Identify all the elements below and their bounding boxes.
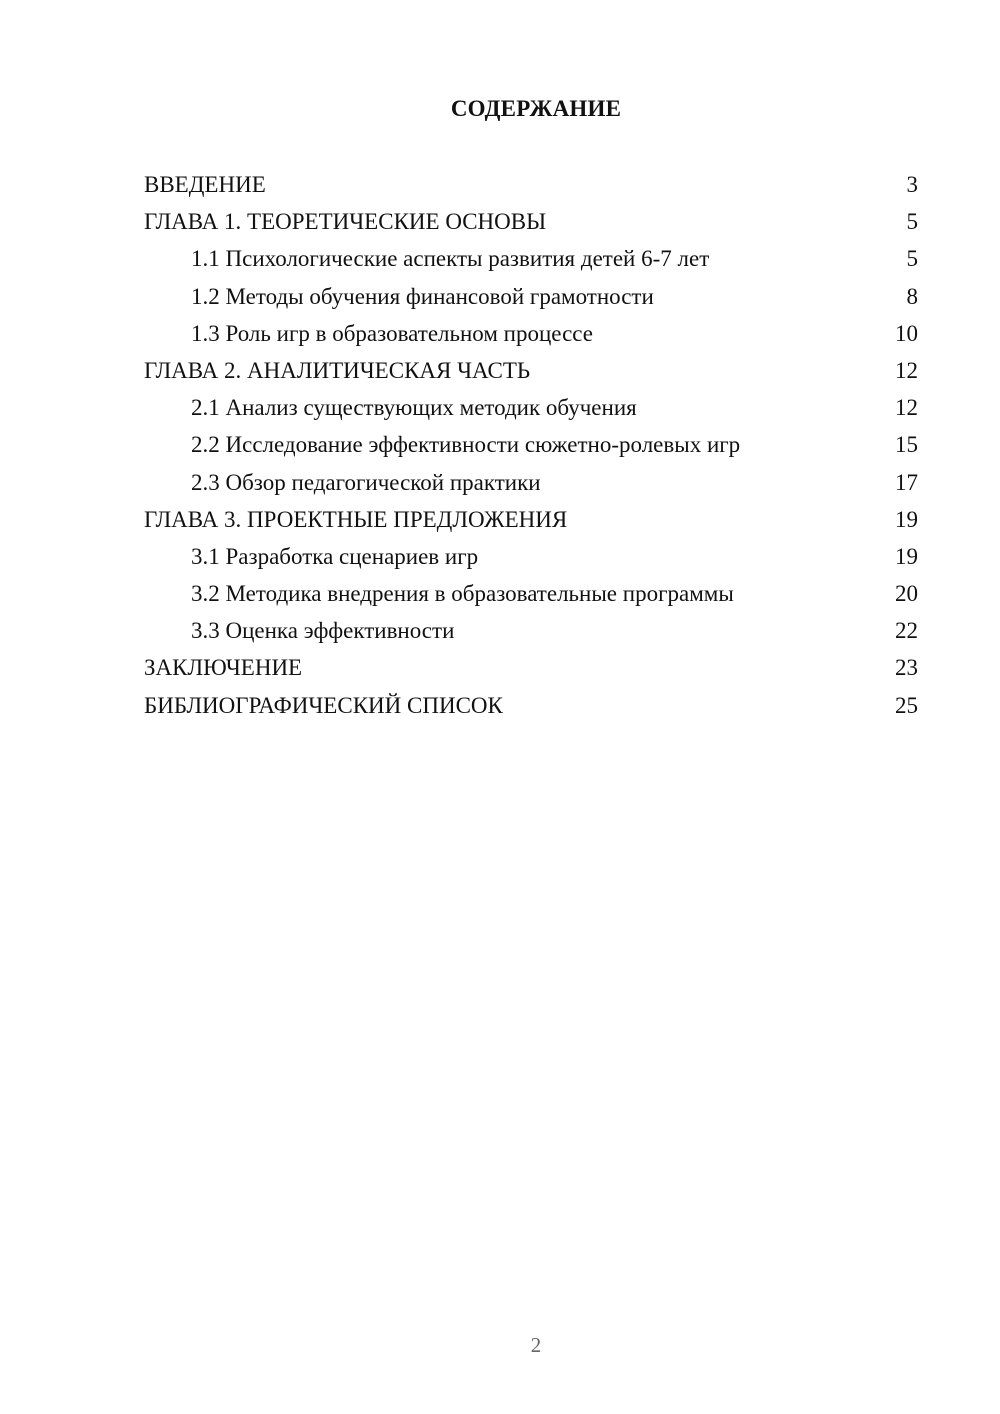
toc-entry-page: 19	[895, 506, 918, 532]
toc-entry-section-3-1[interactable]	[144, 538, 918, 575]
toc-entry-label: 1.1 Психологические аспекты развития детей 6-7 лет	[191, 246, 710, 272]
page-number: 2	[530, 1333, 542, 1357]
toc-entry-page: 25	[895, 692, 918, 718]
toc-entry-page: 5	[906, 246, 918, 272]
toc-entry-bibliography[interactable]	[144, 687, 918, 724]
table-of-contents	[144, 166, 918, 724]
toc-entry-chapter-2[interactable]	[144, 352, 918, 389]
toc-entry-label: 1.3 Роль игр в образовательном процессе	[191, 320, 593, 346]
toc-entry-chapter-3[interactable]	[144, 501, 918, 538]
toc-entry-label: ГЛАВА 1. ТЕОРЕТИЧЕСКИЕ ОСНОВЫ	[144, 209, 547, 235]
toc-entry-section-2-2[interactable]	[144, 426, 918, 463]
toc-entry-page: 23	[895, 655, 918, 681]
toc-entry-page: 12	[895, 395, 918, 421]
toc-entry-page: 22	[895, 618, 918, 644]
toc-entry-page: 20	[895, 581, 918, 607]
toc-entry-label: 2.2 Исследование эффективности сюжетно-ролевых игр	[191, 432, 741, 458]
toc-entry-label: ВВЕДЕНИЕ	[144, 172, 266, 197]
toc-entry-page: 8	[906, 283, 918, 309]
toc-entry-page: 10	[895, 320, 918, 346]
toc-entry-label: 2.3 Обзор педагогической практики	[191, 469, 541, 495]
toc-entry-chapter-1[interactable]	[144, 203, 918, 240]
toc-entry-section-3-3[interactable]	[144, 612, 918, 649]
toc-entry-label: 1.2 Методы обучения финансовой грамотности	[191, 283, 654, 309]
toc-entry-label: 2.1 Анализ существующих методик обучения	[191, 395, 637, 421]
toc-entry-label: 3.3 Оценка эффективности	[191, 618, 455, 644]
toc-entry-page: 19	[895, 543, 918, 569]
toc-entry-label: 3.1 Разработка сценариев игр	[191, 543, 479, 569]
page-title: СОДЕРЖАНИЕ	[450, 96, 622, 121]
toc-entry-page: 15	[895, 432, 918, 458]
toc-entry-section-3-2[interactable]	[144, 575, 918, 612]
toc-entry-introduction[interactable]	[144, 166, 918, 203]
toc-entry-section-1-3[interactable]	[144, 315, 918, 352]
toc-entry-page: 3	[906, 172, 918, 197]
toc-entry-label: ЗАКЛЮЧЕНИЕ	[144, 655, 303, 681]
toc-entry-page: 17	[895, 469, 918, 495]
toc-entry-page: 12	[895, 357, 918, 383]
toc-entry-label: ГЛАВА 3. ПРОЕКТНЫЕ ПРЕДЛОЖЕНИЯ	[144, 506, 568, 532]
toc-entry-conclusion[interactable]	[144, 649, 918, 686]
toc-entry-label: ГЛАВА 2. АНАЛИТИЧЕСКАЯ ЧАСТЬ	[144, 357, 531, 383]
toc-entry-label: 3.2 Методика внедрения в образовательные программы	[191, 581, 734, 607]
toc-entry-section-1-2[interactable]	[144, 278, 918, 315]
toc-entry-page: 5	[906, 209, 918, 235]
toc-entry-section-2-3[interactable]	[144, 464, 918, 501]
toc-entry-label: БИБЛИОГРАФИЧЕСКИЙ СПИСОК	[144, 692, 503, 718]
toc-entry-section-2-1[interactable]	[144, 389, 918, 426]
toc-entry-section-1-1[interactable]	[144, 240, 918, 277]
